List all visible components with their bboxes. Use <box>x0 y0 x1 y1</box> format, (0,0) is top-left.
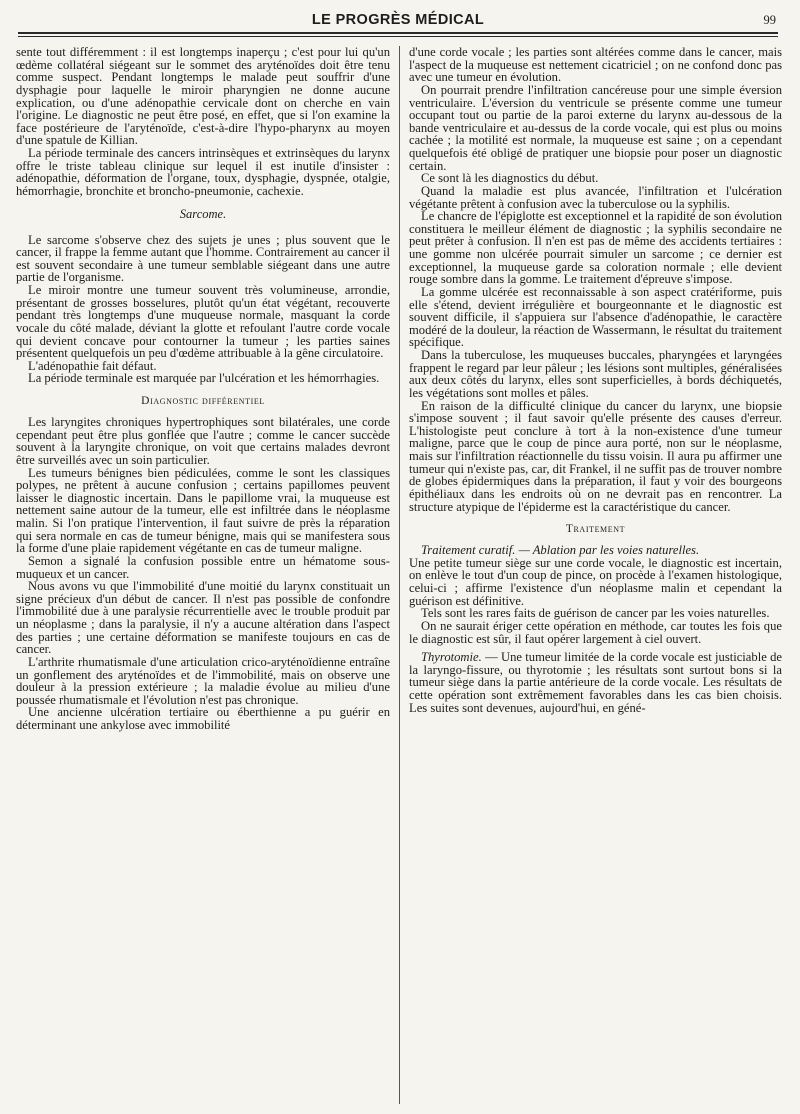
subheading-traitement-curatif: Traitement curatif. — Ablation par les voies naturelles. <box>421 543 700 558</box>
subheading-thyrotomie: Thyrotomie. <box>421 650 482 665</box>
paragraph: Les laryngites chroniques hypertrophiques sont bilatérales, une corde cependant peut être plus gonflée que l'autre ; comme le cancer succède souvent à la laryngite chronique, on voit que certains malades devront être surveillés avec un soin particulier. <box>16 415 390 467</box>
page-number: 99 <box>763 13 776 27</box>
paragraph-thyrotomie <box>409 651 782 714</box>
paragraph: Une petite tumeur siège sur une corde vocale, le diagnostic est incertain, on enlève le tout d'un coup de pince, on procède à l'examen histologique, celui-ci ; affirme l'existence d'un néoplasme malin et cependant la guérison est définitive. <box>409 555 782 608</box>
paragraph: Quand la maladie est plus avancée, l'infiltration et l'ulcération végétante prêtent à confusion avec la tuberculose ou la syphilis. <box>409 183 782 211</box>
page-header <box>16 0 780 34</box>
paragraph: On pourrait prendre l'infiltration cancéreuse pour une simple éversion ventriculaire. L'éversion du ventricule se présente comme une tumeur occupant tout ou partie de la paroi externe du larynx au-dessous de la bande ventriculaire et au-dessus de la corde vocale, qui est plus ou moins cachée ; la motilité est normale, la muqueuse est saine ; on a cependant quelquefois été obligé de pratiquer une biopsie pour poser un diagnostic certain. <box>409 82 782 173</box>
section-title-diagnostic: Diagnostic différentiel <box>141 395 265 407</box>
paragraph-text: — Une tumeur limitée de la corde vocale est justiciable de la laryngo-fissure, ou thyrotomie ; les résultats sont surtout bons si la tumeur siège dans la partie antérieure de la corde vocale. Les résultats de cette opération sont extrêmement favorables dans les cas bien choisis. Les suites sont devenues, aujourd'hui, en géné- <box>409 650 782 715</box>
paragraph: Les tumeurs bénignes bien pédiculées, comme le sont les classiques polypes, ne prêtent à aucune confusion ; certains papillomes peuvent laisser le diagnostic incertain. Dans le papillome vrai, la muqueuse est nettement saine autour de la tumeur, elle est infiltrée dans le néoplasme malin. Si l'on pratique l'intervention, il faut suivre de près la réparation qui sera normale en cas de tumeur bénigne, mais qui se manifestera sous la forme d'une plaie rapidement végétante en cas de tumeur maligne. <box>16 465 390 556</box>
paragraph: Semon a signalé la confusion possible entre un hématome sous-muqueux et un cancer. <box>16 553 390 581</box>
paragraph: La période terminale est marquée par l'ulcération et les hémorrhagies. <box>28 371 380 386</box>
paragraph: L'arthrite rhumatismale d'une articulation crico-aryténoïdienne entraîne un gonflement des aryténoïdes et de l'immobilité, mais on observe une douleur à la pression extérieure ; la maladie évolue au milieu d'une poussée rhumatismale et l'évolution n'est pas chronique. <box>16 654 390 707</box>
left-column <box>16 46 399 1104</box>
paragraph: En raison de la difficulté clinique du cancer du larynx, une biopsie s'impose souvent ; il faut savoir qu'elle présente des causes d'erreur. L'histologiste peut conclure à tort à la non-existence d'une tumeur maligne, parce que le coup de pince aura porté, non sur le néoplasme, mais sur l'infiltration réactionnelle du tissu voisin. Il aura pu affirmer une tumeur qui n'existe pas, car, dit Frankel, il ne suffit pas de trouver nombre de globes épidermiques dans la préparation, il faut y voir des bourgeons épithéliaux dans les endroits où on ne devrait pas en rencontrer. La structure atypique de l'épiderme est la caractéristique du cancer. <box>409 398 782 514</box>
paragraph: L'adénopathie fait défaut. <box>28 358 157 373</box>
section-title-sarcome: Sarcome. <box>179 206 227 221</box>
header-rule-thick <box>18 32 778 34</box>
paragraph: Tels sont les rares faits de guérison de cancer par les voies naturelles. <box>421 606 770 621</box>
header-rule-thin <box>18 36 778 37</box>
paragraph: sente tout différemment : il est longtemps inaperçu ; c'est pour lui qu'un œdème collatéral siégeant sur le sommet des aryténoïdes doit être tenu comme suspect. Pendant longtemps le malade peut souffrir d'une dysphagie pour laquelle le miroir pharyngien ne donne aucune explication, ou d'une adénopathie cervicale dont on cherche en vain l'origine. Le diagnostic ne peut être posé, en effet, que si l'on examine la face postérieure de l'aryténoïde, c'est-à-dire l'hypo-pharynx au moyen d'une spatule de Killian. <box>16 46 390 148</box>
paragraph: Ce sont là les diagnostics du début. <box>421 171 599 186</box>
paragraph: Le chancre de l'épiglotte est exceptionnel et la rapidité de son évolution constituera le meilleur élément de diagnostic ; la syphilis secondaire ne peut prêter à confusion. Il n'en est pas de même des accidents tertiaires : une gomme non ulcérée pourrait simuler un sarcome ; ce dernier est exceptionnel, la muqueuse garde sa coloration normale ; elle devient rouge sombre dans la gomme. Le traitement d'épreuve s'impose. <box>409 209 782 287</box>
paragraph: Dans la tuberculose, les muqueuses buccales, pharyngées et laryngées frappent le regard par leur pâleur ; les lésions sont multiples, généralisées aux deux côtés du larynx, elles sont superficielles, à bords déchiquetés, les végétations sont molles et pâles. <box>409 348 782 400</box>
paragraph: d'une corde vocale ; les parties sont altérées comme dans le cancer, mais l'aspect de la muqueuse est nettement cicatriciel ; on ne confond donc pas avec une tumeur en évolution. <box>409 46 782 85</box>
paragraph: La gomme ulcérée est reconnaissable à son aspect cratériforme, puis elle s'étend, devient irrégulière et bourgeonnante et le diagnostic est souvent difficile, il s'appuiera sur l'absence d'adénopathie, le caractère modéré de la douleur, la réaction de Wassermann, le résultat du traitement spécifique. <box>409 284 782 350</box>
paragraph: Le miroir montre une tumeur souvent très volumineuse, arrondie, présentant de grosses bosselures, plutôt qu'un état végétant, recouverte pendant très longtemps d'une muqueuse normale, masquant la corde vocale du côté malade, déviant la glotte et refoulant l'autre corde vocale qui devient concave pour contourner la tumeur ; les parties saines présentent quelquefois un peu d'œdème attribuable à la gêne circulatoire. <box>16 283 390 361</box>
right-column <box>399 46 782 1104</box>
paragraph: Une ancienne ulcération tertiaire ou éberthienne a pu guérir en déterminant une ankylose avec immobilité <box>16 705 390 732</box>
text-columns <box>16 46 784 1104</box>
paragraph: La période terminale des cancers intrinsèques et extrinsèques du larynx offre le triste tableau clinique sur lequel il est inutile d'insister : adénopathie, déformation de l'organe, toux, dysphagie, dyspnée, otalgie, hémorrhagie, bronchite et broncho-pneumonie, cachexie. <box>16 146 390 198</box>
paragraph: On ne saurait ériger cette opération en méthode, car toutes les fois que le diagnostic est sûr, il faut opérer largement à ciel ouvert. <box>409 618 782 646</box>
journal-title: LE PROGRÈS MÉDICAL <box>311 12 485 28</box>
paragraph: Nous avons vu que l'immobilité d'une moitié du larynx constituait un signe précieux d'un début de cancer. Il n'est pas possible de confondre l'immobilité due à une paralysie récurrentielle avec le trouble produit par un néoplasme ; dans la paralysie, il n'y a aucune altération dans l'aspect des parties ; une certaine déformation se manifeste toujours en cas de cancer. <box>16 579 390 657</box>
paragraph: Le sarcome s'observe chez des sujets je unes ; plus souvent que le cancer, il frappe la femme autant que l'homme. Contrairement au cancer il est souvent secondaire à une tumeur semblable siégeant dans une autre partie de l'organisme. <box>16 232 390 285</box>
section-title-traitement: Traitement <box>565 523 626 536</box>
